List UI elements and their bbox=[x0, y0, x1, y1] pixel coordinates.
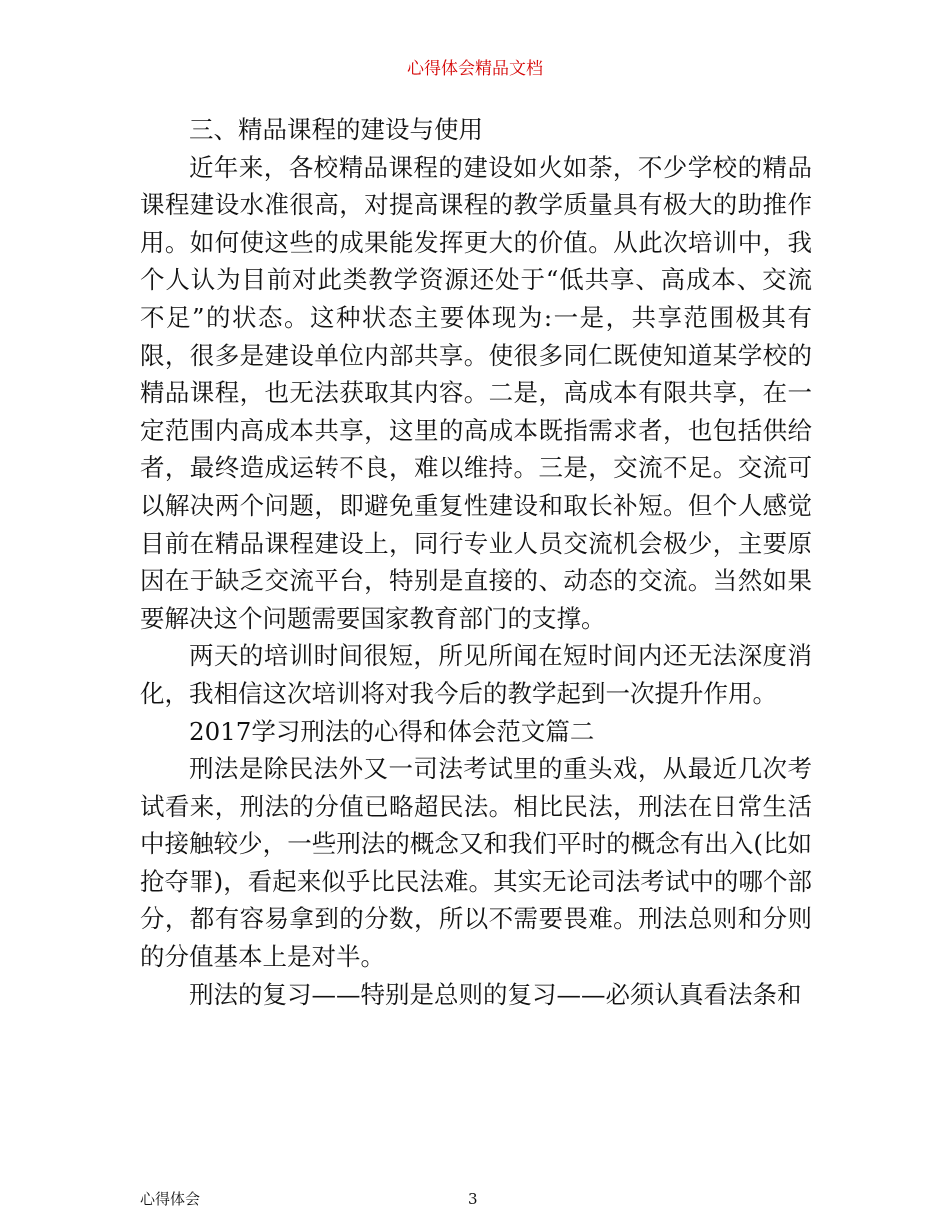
document-body bbox=[140, 111, 812, 1013]
body-paragraph: 近年来，各校精品课程的建设如火如荼，不少学校的精品课程建设水准很高，对提高课程的教学质量具有极大的助推作用。如何使这些的成果能发挥更大的价值。从此次培训中，我个人认为目前对此类教学资源还处于“低共享、高成本、交流不足”的状态。这种状态主要体现为:一是，共享范围极其有限，很多是建设单位内部共享。使很多同仁既使知道某学校的精品课程，也无法获取其内容。二是，高成本有限共享，在一定范围内高成本共享，这里的高成本既指需求者，也包括供给者，最终造成运转不良，难以维持。三是，交流不足。交流可以解决两个问题，即避免重复性建设和取长补短。但个人感觉目前在精品课程建设上，同行专业人员交流机会极少，主要原因在于缺乏交流平台，特别是直接的、动态的交流。当然如果要解决这个问题需要国家教育部门的支撑。 bbox=[140, 152, 812, 633]
page-header bbox=[0, 58, 950, 80]
article-title: 2017学习刑法的心得和体会范文篇二 bbox=[189, 716, 595, 746]
section-heading: 三、精品课程的建设与使用 bbox=[189, 115, 483, 144]
body-paragraph: 两天的培训时间很短，所见所闻在短时间内还无法深度消化，我相信这次培训将对我今后的教学起到一次提升作用。 bbox=[140, 641, 812, 708]
body-paragraph: 刑法是除民法外又一司法考试里的重头戏，从最近几次考试看来，刑法的分值已略超民法。相比民法，刑法在日常生活中接触较少，一些刑法的概念又和我们平时的概念有出入(比如抢夺罪)，看起来似乎比民法难。其实无论司法考试中的哪个部分，都有容易拿到的分数，所以不需要畏难。刑法总则和分则的分值基本上是对半。 bbox=[140, 754, 812, 972]
page-footer bbox=[0, 1188, 950, 1210]
footer-label: 心得体会 bbox=[140, 1190, 201, 1208]
page-number: 3 bbox=[468, 1190, 478, 1208]
header-title: 心得体会精品文档 bbox=[407, 59, 543, 79]
body-paragraph: 刑法的复习——特别是总则的复习——必须认真看法条和 bbox=[189, 979, 802, 1009]
